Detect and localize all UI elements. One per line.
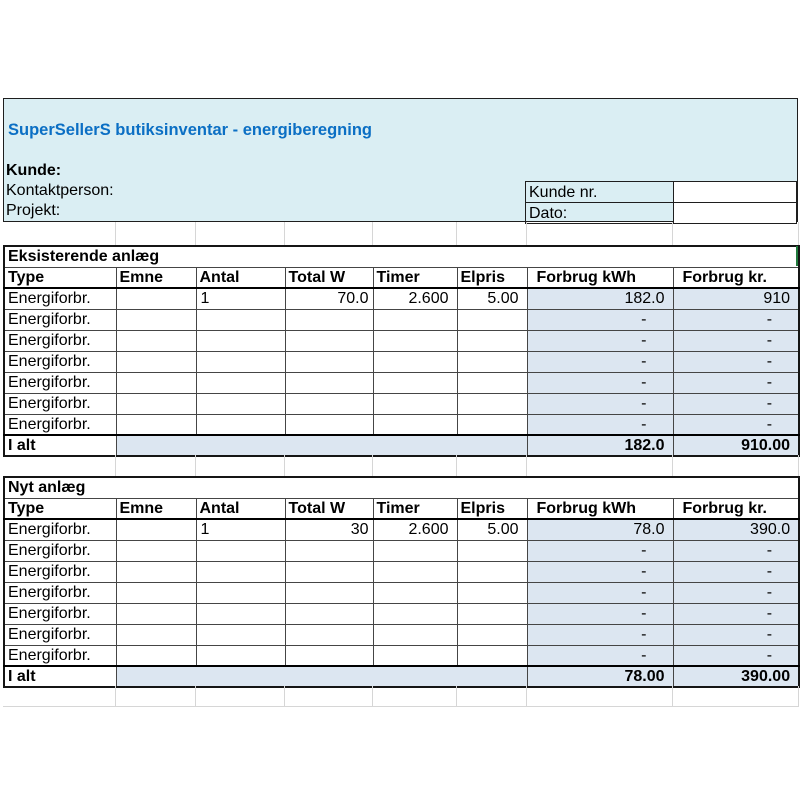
- cell-total-w[interactable]: [285, 414, 373, 435]
- cell-antal[interactable]: [196, 624, 285, 645]
- total-label: I alt: [4, 666, 116, 687]
- col-header-forbrug-kwh: Forbrug kWh: [527, 498, 673, 519]
- cell-forbrug-kwh: -: [527, 624, 673, 645]
- cell-total-w[interactable]: [285, 561, 373, 582]
- cell-emne[interactable]: [116, 519, 196, 540]
- cell-forbrug-kr: -: [673, 372, 799, 393]
- cell-type[interactable]: Energiforbr.: [4, 645, 116, 666]
- empty-cell: [115, 222, 195, 245]
- table-row: [4, 309, 799, 330]
- header-box: [3, 98, 798, 222]
- cell-forbrug-kr: -: [673, 624, 799, 645]
- cell-total-w[interactable]: [285, 624, 373, 645]
- empty-cell: [372, 686, 456, 706]
- cell-timer[interactable]: [373, 372, 457, 393]
- cell-type[interactable]: Energiforbr.: [4, 309, 116, 330]
- gridline-gap: [3, 455, 799, 477]
- cell-timer[interactable]: [373, 624, 457, 645]
- cell-type[interactable]: Energiforbr.: [4, 540, 116, 561]
- cell-total-w[interactable]: [285, 351, 373, 372]
- cell-elpris[interactable]: [457, 582, 527, 603]
- projekt-label: Projekt:: [6, 202, 61, 219]
- cell-forbrug-kr: -: [673, 645, 799, 666]
- cell-total-w[interactable]: [285, 582, 373, 603]
- empty-cell: [456, 222, 526, 245]
- cell-timer[interactable]: 2.600: [373, 288, 457, 309]
- empty-cell: [672, 222, 798, 245]
- table-row: [4, 561, 799, 582]
- cell-timer[interactable]: [373, 393, 457, 414]
- cell-elpris[interactable]: [457, 414, 527, 435]
- section-eksisterende-anlaeg: [3, 245, 800, 457]
- table-row: [4, 519, 799, 540]
- cell-antal[interactable]: [196, 582, 285, 603]
- cell-forbrug-kwh: -: [527, 561, 673, 582]
- cell-elpris[interactable]: [457, 603, 527, 624]
- table-row: [4, 582, 799, 603]
- cell-timer[interactable]: [373, 351, 457, 372]
- cell-emne[interactable]: [116, 309, 196, 330]
- col-header-antal: Antal: [196, 498, 285, 519]
- cell-elpris[interactable]: [457, 372, 527, 393]
- col-header-total-w: Total W: [285, 267, 373, 288]
- empty-cell: [372, 222, 456, 245]
- dato-value[interactable]: [674, 203, 797, 224]
- cell-antal[interactable]: [196, 645, 285, 666]
- cell-elpris[interactable]: [457, 540, 527, 561]
- gridline-gap: [3, 222, 799, 246]
- total-forbrug-kr: 910.00: [673, 435, 799, 456]
- table-row: [4, 288, 799, 309]
- section-nyt-anlaeg: [3, 476, 800, 688]
- table-row: [4, 540, 799, 561]
- cell-elpris[interactable]: [457, 393, 527, 414]
- total-forbrug-kwh: 78.00: [527, 666, 673, 687]
- table-row: [4, 330, 799, 351]
- cell-antal[interactable]: [196, 330, 285, 351]
- cell-forbrug-kr: -: [673, 309, 799, 330]
- cell-forbrug-kwh: -: [527, 414, 673, 435]
- cell-total-w[interactable]: 30: [285, 519, 373, 540]
- section-title-row: [4, 477, 799, 498]
- cell-antal[interactable]: [196, 393, 285, 414]
- cell-antal[interactable]: [196, 309, 285, 330]
- cell-forbrug-kwh: 182.0: [527, 288, 673, 309]
- cell-total-w[interactable]: [285, 309, 373, 330]
- cell-forbrug-kr: -: [673, 603, 799, 624]
- total-merged-cell: [116, 666, 527, 687]
- gap-row: [3, 222, 798, 245]
- section-title: Eksisterende anlæg: [4, 246, 799, 267]
- cell-emne[interactable]: [116, 561, 196, 582]
- cell-timer[interactable]: [373, 582, 457, 603]
- empty-cell: [195, 686, 284, 706]
- cell-forbrug-kr: -: [673, 582, 799, 603]
- cell-forbrug-kr: 390.0: [673, 519, 799, 540]
- col-header-forbrug-kr: Forbrug kr.: [673, 267, 799, 288]
- gap-row: [3, 686, 798, 706]
- kunde-nr-label: Kunde nr.: [526, 182, 674, 203]
- empty-cell: [672, 686, 798, 706]
- col-header-timer: Timer: [373, 498, 457, 519]
- cell-forbrug-kr: -: [673, 330, 799, 351]
- cell-elpris[interactable]: [457, 645, 527, 666]
- table-row: [4, 624, 799, 645]
- cell-forbrug-kr: -: [673, 393, 799, 414]
- cell-total-w[interactable]: [285, 393, 373, 414]
- cell-forbrug-kwh: 78.0: [527, 519, 673, 540]
- cell-total-w[interactable]: [285, 372, 373, 393]
- total-forbrug-kwh: 182.0: [527, 435, 673, 456]
- table-row: [4, 603, 799, 624]
- cell-elpris[interactable]: [457, 624, 527, 645]
- cell-type[interactable]: Energiforbr.: [4, 288, 116, 309]
- cell-type[interactable]: Energiforbr.: [4, 351, 116, 372]
- empty-cell: [284, 686, 372, 706]
- col-header-emne: Emne: [116, 267, 196, 288]
- table-row: [4, 372, 799, 393]
- cell-timer[interactable]: [373, 645, 457, 666]
- cell-emne[interactable]: [116, 288, 196, 309]
- cell-emne[interactable]: [116, 330, 196, 351]
- col-header-forbrug-kr: Forbrug kr.: [673, 498, 799, 519]
- cell-timer[interactable]: [373, 309, 457, 330]
- cell-emne[interactable]: [116, 393, 196, 414]
- cell-emne[interactable]: [116, 624, 196, 645]
- col-header-type: Type: [4, 267, 116, 288]
- cell-forbrug-kwh: -: [527, 330, 673, 351]
- total-row: [4, 435, 799, 456]
- empty-cell: [284, 222, 372, 245]
- col-header-emne: Emne: [116, 498, 196, 519]
- col-header-timer: Timer: [373, 267, 457, 288]
- cell-timer[interactable]: 2.600: [373, 519, 457, 540]
- cell-antal[interactable]: [196, 603, 285, 624]
- cell-antal[interactable]: 1: [196, 288, 285, 309]
- cell-forbrug-kwh: -: [527, 393, 673, 414]
- cell-elpris[interactable]: [457, 561, 527, 582]
- empty-cell: [526, 686, 672, 706]
- cell-elpris[interactable]: [457, 330, 527, 351]
- cell-forbrug-kwh: -: [527, 540, 673, 561]
- cell-forbrug-kr: -: [673, 561, 799, 582]
- table-row: [4, 393, 799, 414]
- empty-cell: [372, 455, 456, 476]
- cell-type[interactable]: Energiforbr.: [4, 603, 116, 624]
- gridline-gap: [3, 686, 799, 707]
- col-header-type: Type: [4, 498, 116, 519]
- sheet-title: SuperSellerS butiksinventar - energiberegning: [8, 121, 373, 139]
- section-title: Nyt anlæg: [4, 477, 799, 498]
- cell-elpris[interactable]: 5.00: [457, 519, 527, 540]
- empty-cell: [456, 686, 526, 706]
- dato-row: [526, 203, 797, 224]
- cell-total-w[interactable]: [285, 645, 373, 666]
- cell-total-w[interactable]: 70.0: [285, 288, 373, 309]
- cell-emne[interactable]: [116, 414, 196, 435]
- active-cell-indicator: [796, 246, 798, 266]
- cell-emne[interactable]: [116, 603, 196, 624]
- gap-row: [3, 455, 798, 476]
- cell-forbrug-kwh: -: [527, 351, 673, 372]
- cell-elpris[interactable]: [457, 309, 527, 330]
- cell-emne[interactable]: [116, 372, 196, 393]
- column-header-row: [4, 498, 799, 519]
- cell-forbrug-kr: -: [673, 351, 799, 372]
- cell-total-w[interactable]: [285, 603, 373, 624]
- col-header-forbrug-kwh: Forbrug kWh: [527, 267, 673, 288]
- cell-emne[interactable]: [116, 351, 196, 372]
- cell-type[interactable]: Energiforbr.: [4, 330, 116, 351]
- cell-elpris[interactable]: [457, 351, 527, 372]
- cell-antal[interactable]: [196, 372, 285, 393]
- cell-type[interactable]: Energiforbr.: [4, 414, 116, 435]
- col-header-elpris: Elpris: [457, 267, 527, 288]
- col-header-total-w: Total W: [285, 498, 373, 519]
- col-header-antal: Antal: [196, 267, 285, 288]
- empty-cell: [284, 455, 372, 476]
- cell-timer[interactable]: [373, 330, 457, 351]
- table-row: [4, 414, 799, 435]
- cell-type[interactable]: Energiforbr.: [4, 624, 116, 645]
- empty-cell: [3, 686, 115, 706]
- cell-type[interactable]: Energiforbr.: [4, 582, 116, 603]
- empty-cell: [115, 686, 195, 706]
- col-header-elpris: Elpris: [457, 498, 527, 519]
- table-row: [4, 351, 799, 372]
- cell-forbrug-kwh: -: [527, 582, 673, 603]
- cell-antal[interactable]: [196, 414, 285, 435]
- total-forbrug-kr: 390.00: [673, 666, 799, 687]
- cell-antal[interactable]: 1: [196, 519, 285, 540]
- cell-type[interactable]: Energiforbr.: [4, 561, 116, 582]
- kontaktperson-label: Kontaktperson:: [6, 182, 114, 199]
- cell-total-w[interactable]: [285, 540, 373, 561]
- empty-cell: [526, 222, 672, 245]
- cell-antal[interactable]: [196, 561, 285, 582]
- table-row: [4, 645, 799, 666]
- section-title-row: [4, 246, 799, 267]
- cell-timer[interactable]: [373, 540, 457, 561]
- empty-cell: [115, 455, 195, 476]
- cell-forbrug-kr: -: [673, 540, 799, 561]
- cell-forbrug-kr: -: [673, 414, 799, 435]
- cell-type[interactable]: Energiforbr.: [4, 393, 116, 414]
- cell-emne[interactable]: [116, 582, 196, 603]
- kunde-nr-value[interactable]: [674, 182, 797, 203]
- empty-cell: [195, 222, 284, 245]
- cell-forbrug-kr: 910: [673, 288, 799, 309]
- cell-timer[interactable]: [373, 561, 457, 582]
- kunde-info-table: [525, 181, 797, 224]
- cell-antal[interactable]: [196, 351, 285, 372]
- empty-cell: [3, 222, 115, 245]
- empty-cell: [3, 455, 115, 476]
- cell-timer[interactable]: [373, 603, 457, 624]
- cell-total-w[interactable]: [285, 330, 373, 351]
- cell-elpris[interactable]: 5.00: [457, 288, 527, 309]
- empty-cell: [195, 455, 284, 476]
- cell-timer[interactable]: [373, 414, 457, 435]
- kunde-label: Kunde:: [6, 162, 62, 179]
- cell-forbrug-kwh: -: [527, 372, 673, 393]
- cell-forbrug-kwh: -: [527, 645, 673, 666]
- cell-antal[interactable]: [196, 540, 285, 561]
- cell-type[interactable]: Energiforbr.: [4, 372, 116, 393]
- empty-cell: [456, 455, 526, 476]
- column-header-row: [4, 267, 799, 288]
- cell-forbrug-kwh: -: [527, 309, 673, 330]
- total-merged-cell: [116, 435, 527, 456]
- empty-cell: [672, 455, 798, 476]
- cell-type[interactable]: Energiforbr.: [4, 519, 116, 540]
- empty-cell: [526, 455, 672, 476]
- cell-forbrug-kwh: -: [527, 603, 673, 624]
- cell-emne[interactable]: [116, 645, 196, 666]
- cell-emne[interactable]: [116, 540, 196, 561]
- kunde-nr-row: [526, 182, 797, 203]
- total-row: [4, 666, 799, 687]
- total-label: I alt: [4, 435, 116, 456]
- dato-label: Dato:: [526, 203, 674, 224]
